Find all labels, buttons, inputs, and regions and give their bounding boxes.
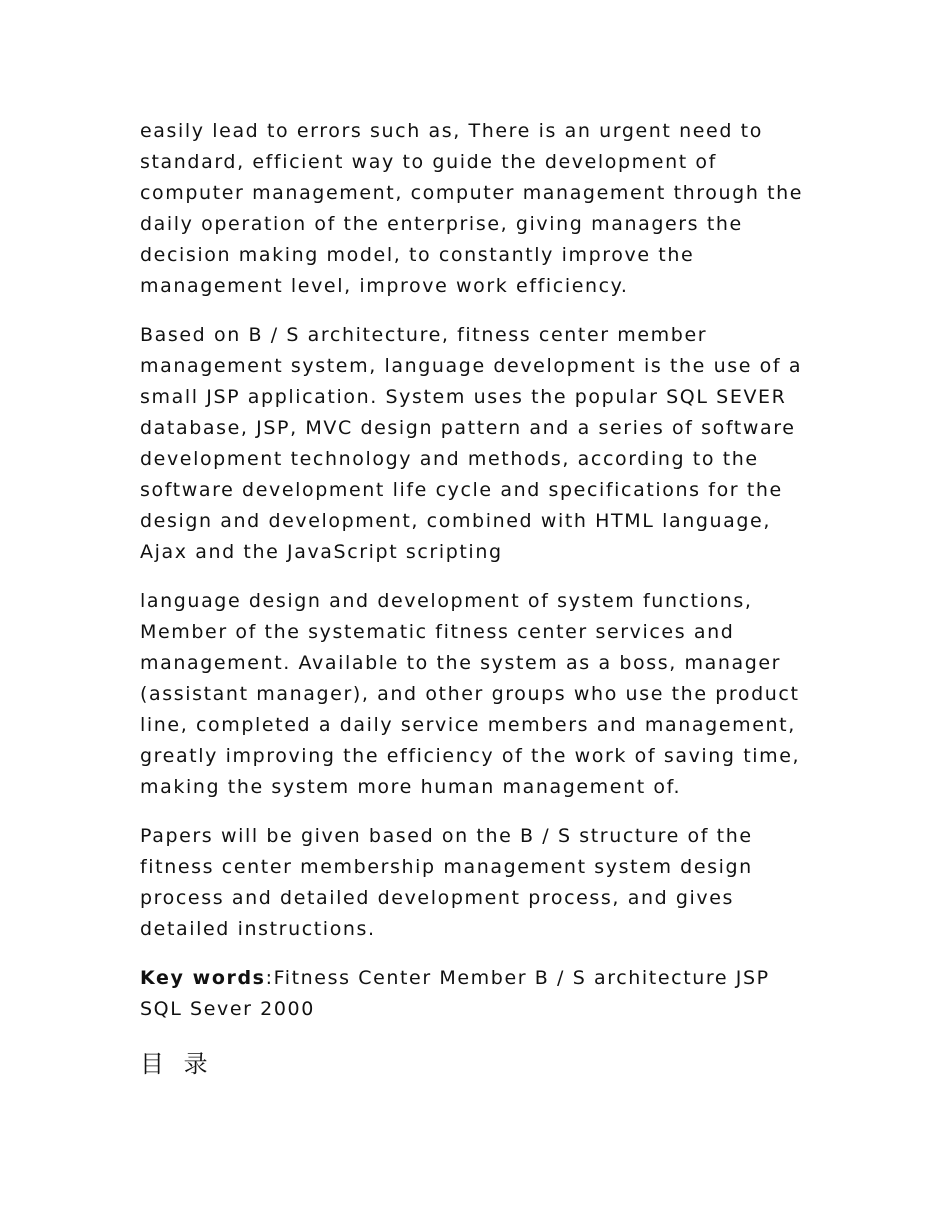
text-line: greatly improving the efficiency of the work of saving time, bbox=[140, 745, 801, 767]
keywords-paragraph bbox=[140, 963, 820, 1025]
text-line: management system, language development is the use of a bbox=[140, 355, 803, 377]
text-line: decision making model, to constantly improve the bbox=[140, 244, 695, 266]
keywords-line bbox=[140, 963, 820, 994]
text-line: standard, efficient way to guide the development of bbox=[140, 151, 717, 173]
text-line: computer management, computer management through the bbox=[140, 182, 804, 204]
text-line: line, completed a daily service members and management, bbox=[140, 714, 796, 736]
text-line: (assistant manager), and other groups who use the product bbox=[140, 683, 800, 705]
text-line: database, JSP, MVC design pattern and a series of software bbox=[140, 417, 796, 439]
text-line: design and development, combined with HTML language, bbox=[140, 510, 771, 532]
document-page bbox=[140, 116, 820, 1081]
text-line: Member of the systematic fitness center services and bbox=[140, 621, 735, 643]
paragraph-3 bbox=[140, 586, 820, 803]
text-line: detailed instructions. bbox=[140, 918, 376, 940]
keywords-line-2: SQL Sever 2000 bbox=[140, 998, 315, 1020]
text-line: Ajax and the JavaScript scripting bbox=[140, 541, 503, 563]
text-line: Papers will be given based on the B / S structure of the bbox=[140, 825, 753, 847]
keywords-text: :Fitness Center Member B / S architecture JSP bbox=[265, 967, 770, 989]
paragraph-2 bbox=[140, 320, 820, 568]
text-line: development technology and methods, according to the bbox=[140, 448, 759, 470]
text-line: fitness center membership management system design bbox=[140, 856, 753, 878]
toc-heading: 目 录 bbox=[140, 1050, 214, 1078]
text-line: management level, improve work efficiency. bbox=[140, 275, 629, 297]
text-line: language design and development of system functions, bbox=[140, 590, 753, 612]
text-line: process and detailed development process, and gives bbox=[140, 887, 735, 909]
paragraph-4 bbox=[140, 821, 820, 945]
text-line: making the system more human management of. bbox=[140, 776, 682, 798]
text-line: easily lead to errors such as, There is an urgent need to bbox=[140, 120, 763, 142]
text-line: daily operation of the enterprise, giving managers the bbox=[140, 213, 743, 235]
paragraph-1 bbox=[140, 116, 820, 302]
text-line: small JSP application. System uses the popular SQL SEVER bbox=[140, 386, 787, 408]
text-line: Based on B / S architecture, fitness center member bbox=[140, 324, 708, 346]
text-line: software development life cycle and specifications for the bbox=[140, 479, 783, 501]
keywords-label: Key words bbox=[140, 967, 266, 989]
text-line: management. Available to the system as a boss, manager bbox=[140, 652, 782, 674]
